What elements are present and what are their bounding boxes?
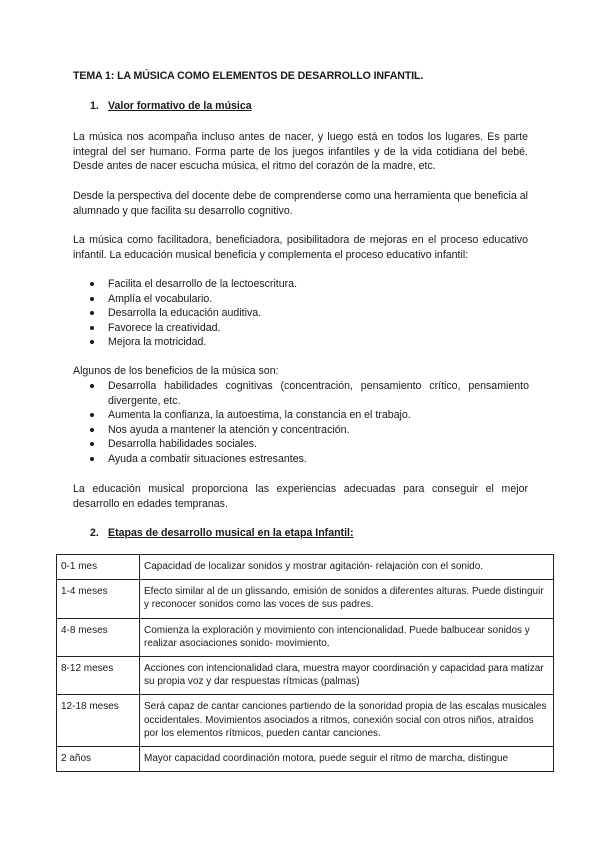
description-cell: Será capaz de cantar canciones partiendo de la sonoridad propia de las escalas musicales occidentales. Movimientos asociados a ritmos, conexión social con otros niños, atraídos por los elementos rítmicos, pueden cantar canciones. bbox=[140, 695, 554, 747]
bullet-list-benefits-education bbox=[73, 277, 529, 350]
bullet-icon bbox=[90, 457, 94, 461]
description-cell: Acciones con intencionalidad clara, muestra mayor coordinación y capacidad para matizar su propia voz y dar respuestas rítmicas (palmas) bbox=[140, 657, 554, 695]
bullet-icon bbox=[90, 297, 94, 301]
age-cell: 8-12 meses bbox=[57, 657, 140, 695]
bullet-icon bbox=[90, 311, 94, 315]
age-cell: 2 años bbox=[57, 747, 140, 772]
paragraph: La música nos acompaña incluso antes de nacer, y luego está en todos los lugares. Es parte integral del ser humano. Forma parte de los juegos infantiles y de la vida cotidiana del bebé. Desde antes de nacer escucha música, el ritmo del corazón de la madre, etc. bbox=[73, 131, 528, 173]
bullet-icon bbox=[90, 384, 94, 388]
list-item: Mejora la motricidad. bbox=[73, 335, 529, 350]
section-title: Valor formativo de la música bbox=[108, 100, 252, 112]
bullet-icon bbox=[90, 413, 94, 417]
list-item: Facilita el desarrollo de la lectoescritura. bbox=[73, 277, 529, 292]
table-row bbox=[57, 555, 554, 580]
list-item: Desarrolla habilidades sociales. bbox=[73, 437, 529, 452]
section-1-heading bbox=[90, 100, 252, 112]
age-cell: 12-18 meses bbox=[57, 695, 140, 747]
bullet-icon bbox=[90, 442, 94, 446]
paragraph: Desde la perspectiva del docente debe de comprenderse como una herramienta que beneficia al alumnado y que facilita su desarrollo cognitivo. bbox=[73, 190, 528, 217]
bullet-list-music-benefits bbox=[73, 379, 529, 467]
description-cell: Efecto similar al de un glissando, emisión de sonidos a diferentes alturas. Puede distinguir y reconocer sonidos como las voces de sus padres. bbox=[140, 580, 554, 618]
document-title: TEMA 1: LA MÚSICA COMO ELEMENTOS DE DESARROLLO INFANTIL. bbox=[73, 70, 424, 82]
list-intro: Algunos de los beneficios de la música son: bbox=[73, 365, 279, 377]
list-item: Ayuda a combatir situaciones estresantes. bbox=[73, 452, 529, 467]
section-2-heading bbox=[90, 527, 354, 539]
table-row bbox=[57, 747, 554, 772]
description-cell: Capacidad de localizar sonidos y mostrar agitación- relajación con el sonido. bbox=[140, 555, 554, 580]
section-number: 2. bbox=[90, 527, 99, 539]
section-title: Etapas de desarrollo musical en la etapa Infantil: bbox=[108, 527, 354, 539]
bullet-icon bbox=[90, 428, 94, 432]
table-row bbox=[57, 580, 554, 618]
list-item: Aumenta la confianza, la autoestima, la constancia en el trabajo. bbox=[73, 408, 529, 423]
list-item: Amplía el vocabulario. bbox=[73, 292, 529, 307]
table-row bbox=[57, 657, 554, 695]
list-item: Desarrolla habilidades cognitivas (concentración, pensamiento crítico, pensamiento divergente, etc. bbox=[73, 379, 529, 408]
stages-table bbox=[56, 554, 554, 772]
age-cell: 4-8 meses bbox=[57, 618, 140, 656]
table-row bbox=[57, 695, 554, 747]
list-item: Desarrolla la educación auditiva. bbox=[73, 306, 529, 321]
bullet-icon bbox=[90, 340, 94, 344]
age-cell: 1-4 meses bbox=[57, 580, 140, 618]
paragraph: La música como facilitadora, beneficiadora, posibilitadora de mejoras en el proceso educativo infantil. La educación musical beneficia y complementa el proceso educativo infantil: bbox=[73, 234, 528, 261]
paragraph: La educación musical proporciona las experiencias adecuadas para conseguir el mejor desarrollo en edades tempranas. bbox=[73, 483, 528, 510]
description-cell: Comienza la exploración y movimiento con intencionalidad. Puede balbucear sonidos y realizar asociaciones sonido- movimiento. bbox=[140, 618, 554, 656]
description-cell: Mayor capacidad coordinación motora, puede seguir el ritmo de marcha, distingue bbox=[140, 747, 554, 772]
list-item: Favorece la creatividad. bbox=[73, 321, 529, 336]
table-row bbox=[57, 618, 554, 656]
bullet-icon bbox=[90, 326, 94, 330]
age-cell: 0-1 mes bbox=[57, 555, 140, 580]
section-number: 1. bbox=[90, 100, 99, 112]
bullet-icon bbox=[90, 282, 94, 286]
list-item: Nos ayuda a mantener la atención y concentración. bbox=[73, 423, 529, 438]
